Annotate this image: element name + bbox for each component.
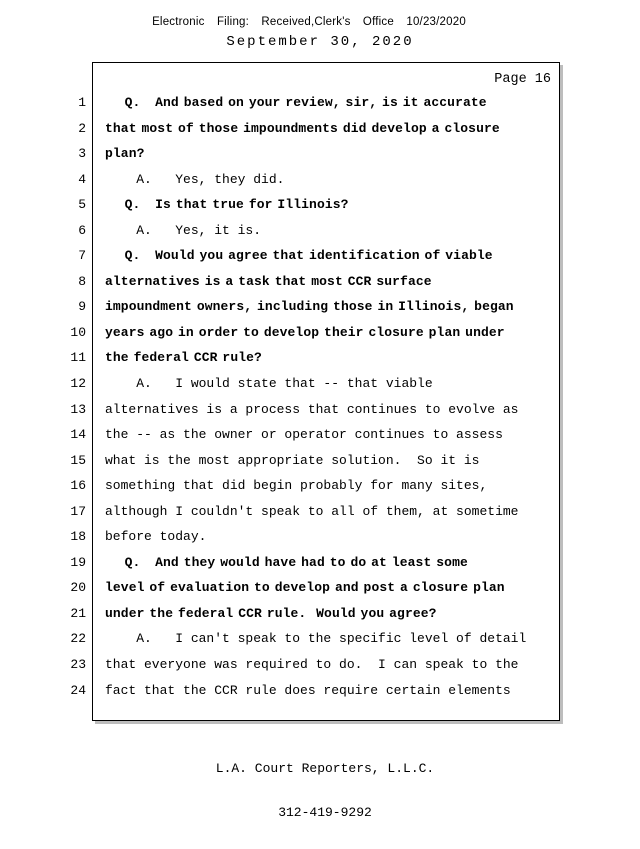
transcript-line [60, 652, 560, 678]
line-number: 14 [70, 427, 86, 443]
line-number: 16 [70, 478, 86, 494]
transcript-line [60, 116, 560, 142]
line-number: 21 [70, 605, 86, 621]
line-number: 1 [78, 95, 86, 110]
transcript-line [60, 422, 560, 448]
line-text: the federal CCR rule? [105, 350, 262, 366]
line-text: A. Yes, it is. [105, 222, 262, 238]
transcript-line [60, 626, 560, 652]
line-number: 23 [70, 657, 86, 673]
line-number: 17 [70, 503, 86, 519]
transcript-lines [60, 90, 560, 703]
line-text: that most of those impoundments did develop a closure [105, 120, 500, 136]
line-text: the -- as the owner or operator continues to assess [105, 427, 503, 443]
line-text: what is the most appropriate solution. So it is [105, 452, 480, 468]
line-text: alternatives is a process that continues to evolve as [105, 401, 519, 417]
line-text: Q. And they would have had to do at least some [105, 554, 468, 570]
line-text: impoundment owners, including those in Illinois, began [105, 299, 514, 315]
line-number: 6 [78, 222, 86, 238]
transcript-line [60, 90, 560, 116]
line-number: 12 [70, 376, 86, 392]
reporter-phone-number: 312-419-9292 [278, 804, 372, 820]
line-text: level of evaluation to develop and post a closure plan [105, 580, 505, 596]
line-number: 20 [70, 580, 86, 596]
line-text: that everyone was required to do. I can speak to the [105, 657, 519, 673]
line-number: 3 [78, 146, 86, 162]
line-number: 9 [78, 299, 86, 315]
transcript-line [60, 473, 560, 499]
line-number: 24 [70, 682, 86, 698]
line-number: 22 [70, 631, 86, 647]
transcript-line [60, 524, 560, 550]
line-number: 18 [70, 529, 86, 545]
line-text: before today. [105, 529, 207, 545]
transcript-line [60, 550, 560, 576]
line-text: A. Yes, they did. [105, 171, 285, 187]
line-number: 4 [78, 171, 86, 187]
line-number: 13 [70, 401, 86, 417]
line-number: 5 [78, 197, 86, 213]
transcript-line [60, 678, 560, 704]
line-text: Q. Would you agree that identification of viable [105, 248, 493, 264]
electronic-filing-stamp: Electronic Filing: Received,Clerk's Office 10/23/2020 [152, 16, 466, 28]
line-number: 7 [78, 248, 86, 264]
line-number: 10 [70, 324, 86, 340]
line-text: Q. Is that true for Illinois? [105, 197, 349, 213]
line-text: under the federal CCR rule. Would you agree? [105, 605, 437, 621]
page-number-label: Page 16 [494, 72, 551, 87]
transcript-line [60, 499, 560, 525]
line-number: 15 [70, 452, 86, 468]
line-text: years ago in order to develop their closure plan under [105, 324, 505, 340]
transcript-line [60, 269, 560, 295]
line-text: A. I would state that -- that viable [105, 376, 433, 392]
transcript-line [60, 345, 560, 371]
transcript-line [60, 575, 560, 601]
transcript-line [60, 397, 560, 423]
transcript-line [60, 192, 560, 218]
line-number: 11 [70, 350, 86, 366]
line-text: something that did begin probably for many sites, [105, 478, 488, 494]
line-text: alternatives is a task that most CCR surface [105, 273, 432, 289]
line-number: 19 [70, 554, 86, 570]
transcript-line [60, 320, 560, 346]
transcript-line [60, 371, 560, 397]
transcript-line [60, 448, 560, 474]
line-text: A. I can't speak to the specific level of detail [105, 631, 527, 647]
transcript-line [60, 243, 560, 269]
line-number: 8 [78, 273, 86, 289]
line-text: plan? [105, 146, 145, 162]
transcript-line [60, 141, 560, 167]
line-text: although I couldn't speak to all of them, at sometime [105, 503, 519, 519]
line-number: 2 [78, 120, 86, 136]
transcript-line [60, 294, 560, 320]
line-text: Q. And based on your review, sir, is it accurate [105, 95, 487, 110]
transcript-line [60, 601, 560, 627]
deposition-date-header: September 30, 2020 [226, 34, 414, 50]
line-text: fact that the CCR rule does require certain elements [105, 682, 511, 698]
reporter-footer [92, 733, 558, 849]
transcript-line [60, 218, 560, 244]
transcript-line [60, 167, 560, 193]
reporter-company-name: L.A. Court Reporters, L.L.C. [215, 761, 435, 776]
